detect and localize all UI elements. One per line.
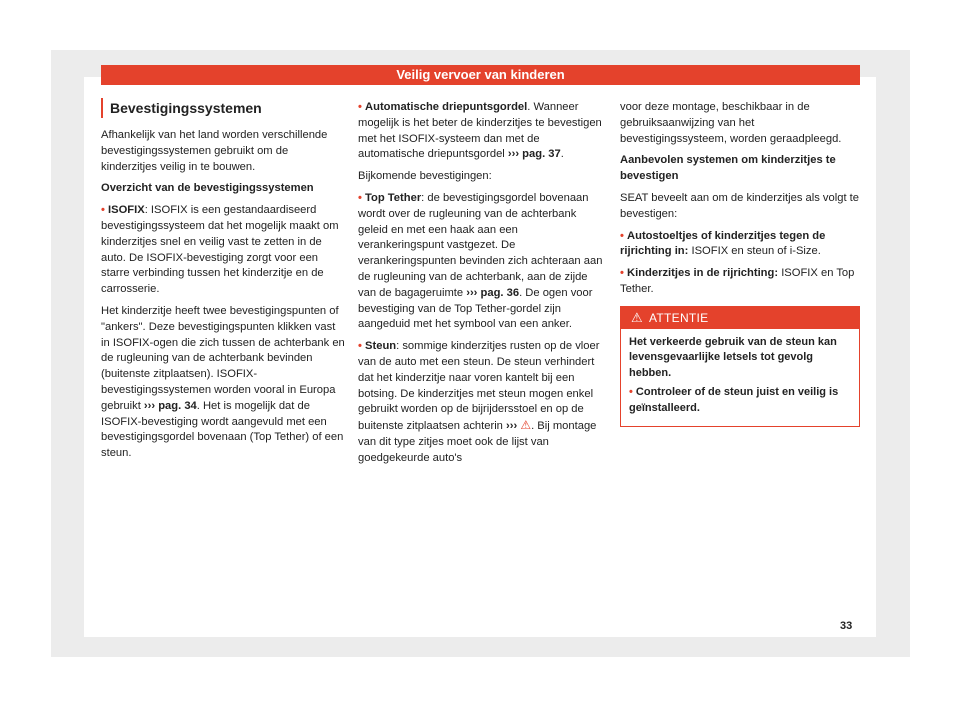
section-title: Bevestigingssystemen [101,98,345,118]
bullet-icon: • [358,101,362,113]
auto-belt-end: . [560,148,564,161]
warning-triangle-icon: ⚠ [631,309,643,325]
extra-heading: Bijkomende bevestigingen: [358,170,492,183]
auto-belt-item [358,100,604,163]
top-tether-text-2: . De ogen voor bevestiging van de Top Tether-gordel zijn aangeduid met het symbool van een anker. [358,286,593,331]
bullet-icon: • [629,386,633,399]
bullet-icon: • [358,340,362,353]
attention-item-text: Controleer of de steun juist en veilig is geïnstalleerd. [629,386,839,414]
isofix-item [101,203,345,298]
attention-box [620,306,860,428]
attention-title: ATTENTIE [648,310,709,325]
intro-paragraph: Afhankelijk van het land worden verschillende bevestigingssystemen gebruikt om de kinderzitjes veilig in te bouwen. [101,129,328,173]
anchors-text-2: . Het is mogelijk dat de ISOFIX-bevestiging wordt aangevuld met een bevestigingsgordel bovenaan (Top Tether) of een steun. [101,399,344,460]
page-reference-link[interactable]: ››› pag. 37 [507,148,561,161]
recommended-heading: Aanbevolen systemen om kinderzitjes te bevestigen [620,154,836,183]
column-2 [358,100,604,473]
chapter-banner: Veilig vervoer van kinderen [101,65,860,85]
column-3 [620,100,860,427]
recommended-item-2 [620,266,860,298]
steun-item [358,339,604,466]
page-reference-link[interactable]: ››› pag. 34 [143,399,197,412]
steun-text-2: . Bij montage van dit type zitjes moet ook de lijst van goedgekeurde auto's [358,420,597,464]
column-1 [101,98,345,468]
top-tether-item [358,191,604,333]
attention-header [621,307,859,329]
bullet-icon: • [358,191,362,204]
steun-term: Steun [365,340,397,353]
warning-reference-link[interactable]: ››› [506,420,518,433]
item2-text: ISOFIX en Top Tether. [620,267,855,295]
attention-item [629,385,851,416]
recommended-text: SEAT beveelt aan om de kinderzitjes als volgt te bevestigen: [620,191,860,220]
anchors-text: Het kinderzitje heeft twee bevestigingspunten of "ankers". Deze bevestigingspunten klikken vast in ISOFIX-ogen die zich tussen de achterbank en de rugleuning van de achterbank bevinden (buitenste zitplaatsen). ISOFIX-bevestigingssystemen worden vooral in Europa gebruikt [101,304,345,412]
auto-belt-term: Automatische driepuntsgordel [365,101,528,113]
recommended-item-1 [620,229,860,261]
bullet-icon: • [620,267,624,280]
item1-text: ISOFIX en steun of i-Size. [688,245,821,258]
isofix-text: : ISOFIX is een gestandaardiseerd bevestigingssysteem dat het mogelijk maakt om kinderzitjes snel en veilig vast te zetten in de auto. De ISOFIX-bevestiging zorgt voor een starre verbinding tussen het kinderzitje en de carrosserie. [101,204,339,296]
page-number: 33 [840,620,853,632]
overview-heading: Overzicht van de bevestigingssystemen [101,182,314,195]
auto-belt-text: . Wanneer mogelijk is het beter de kinderzitjes te bevestigen met het ISOFIX-systeem dan met de automatische driepuntsgordel [358,101,602,161]
top-tether-term: Top Tether [365,191,422,204]
steun-text: : sommige kinderzitjes rusten op de vloer van de auto met een steun. De steun verhindert dat het kinderzitje naar voren kantelt bij een botsing. De kinderzitjes met steun mogen enkel gebruikt worden op de bijrijdersstoel en op de buitenste zitplaatsen achterin [358,340,600,433]
item1-term: Autostoeltjes of kinderzitjes tegen de rijrichting in: [620,229,826,258]
attention-text: Het verkeerde gebruik van de steun kan levensgevaarlijke letsels tot gevolg hebben. [629,335,837,379]
bullet-icon: • [101,204,105,217]
warning-triangle-icon: ⚠ [520,418,532,433]
top-tether-text: : de bevestigingsgordel bovenaan wordt over de rugleuning van de achterbank geleid en met een haak aan een verankeringspunt vastgezet. De verankeringspunten bevinden zich achteraan aan de rugleuning van de achterbank, aan de zijde van de bagageruimte [358,191,603,299]
bullet-icon: • [620,229,624,242]
isofix-term: ISOFIX [108,204,145,217]
anchors-paragraph [101,304,345,462]
continued-text: voor deze montage, beschikbaar in de gebruiksaanwijzing van het bevestigingssysteem, worden geraadpleegd. [620,101,842,145]
page-reference-link[interactable]: ››› pag. 36 [466,286,520,299]
attention-body [621,329,859,427]
item2-term: Kinderzitjes in de rijrichting: [627,267,779,280]
